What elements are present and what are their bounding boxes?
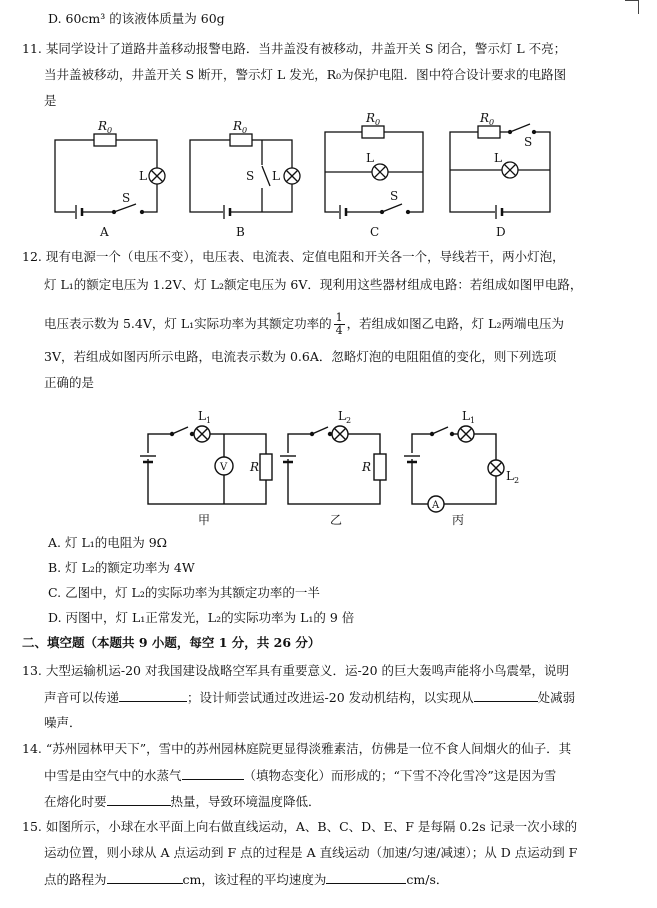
answer-blank[interactable] — [474, 688, 538, 702]
q12-option-a: A. 灯 L₁的电阻为 9Ω — [48, 535, 168, 550]
voltmeter-label: V — [220, 462, 228, 473]
q13-line-1: 13. 大型运输机运-20 对我国建设战略空军具有重要意义．运-20 的巨大轰鸣声能将小鸟震晕，说明 — [22, 663, 570, 678]
svg-text:L: L — [494, 151, 502, 165]
fraction: $\frac{1}{4}$ — [335, 311, 343, 337]
q11-line-2: 当井盖被移动，井盖开关 S 断开，警示灯 L 发光，R₀为保护电阻．图中符合设计要求的电路图 — [44, 67, 567, 82]
circuit-d — [450, 124, 550, 219]
q11-circuit-figure — [40, 110, 580, 240]
svg-text:S: S — [390, 189, 399, 203]
q11-line-1: 11. 某同学设计了道路井盖移动报警电路．当井盖没有被移动，井盖开关 S 闭合，警示灯 L 不亮； — [22, 41, 567, 56]
circuit-a — [55, 134, 165, 219]
caption-a: A — [100, 225, 109, 239]
q14-line-2: 中雪是由空气中的水蒸气 （填物态变化）而形成的；“下雪不冷化雪冷”这是因为雪 — [44, 768, 557, 783]
q12-line-5: 正确的是 — [44, 375, 95, 390]
page-corner-mark — [638, 0, 639, 14]
svg-text:L2: $L_2$ — [338, 409, 352, 425]
svg-text:R: R — [362, 460, 372, 474]
prev-option-d: D. 60cm³ 的该液体质量为 60g — [48, 11, 225, 26]
ammeter-label: A — [432, 500, 440, 511]
caption-jia: 甲 — [198, 513, 211, 527]
q15-line-1: 15. 如图所示，小球在水平面上向右做直线运动，A、B、C、D、E、F 是每隔 0.2s 记录一次小球的 — [22, 819, 578, 834]
svg-text:R0: $R_0$ — [480, 111, 495, 127]
q12-line-3: 电压表示数为 5.4V，灯 L₁实际功率为其额定功率的 $\frac{1}{4}$ ，若组成如图乙电路，灯 L₂两端电压为 — [44, 311, 564, 337]
svg-text:S: S — [246, 169, 255, 183]
lamp-label: L — [139, 169, 147, 183]
svg-text:L1: $L_1$ — [198, 409, 212, 425]
q11-line-3: 是 — [44, 93, 57, 108]
q15-line-3: 点的路程为 cm，该过程的平均速度为 cm/s． — [44, 872, 449, 887]
caption-b: B — [236, 225, 245, 239]
svg-text:L: L — [366, 151, 374, 165]
q12-option-b: B. 灯 L₂的额定功率为 4W — [48, 560, 195, 575]
answer-blank[interactable] — [326, 870, 406, 884]
q13-line-2: 声音可以传递 ；设计师尝试通过改进运-20 发动机结构，以实现从 处减弱 — [44, 690, 576, 705]
caption-yi: 乙 — [330, 513, 343, 527]
page-corner-mark — [625, 0, 639, 1]
answer-blank[interactable] — [107, 870, 183, 884]
answer-blank[interactable] — [107, 792, 171, 806]
answer-blank[interactable] — [119, 688, 187, 702]
caption-c: C — [370, 225, 380, 239]
section-2-heading: 二、填空题（本题共 9 小题，每空 1 分，共 26 分） — [22, 635, 321, 650]
svg-text:L1: $L_1$ — [462, 409, 476, 425]
svg-text:R0: $R_0$ — [233, 119, 248, 135]
resistor-label: R — [250, 460, 260, 474]
q12-option-d: D. 丙图中，灯 L₁正常发光，L₂的实际功率为 L₁的 9 倍 — [48, 610, 355, 625]
caption-d: D — [496, 225, 506, 239]
q12-line-2: 灯 L₁的额定电压为 1.2V、灯 L₂额定电压为 6V．现利用这些器材组成电路：若组成如图甲电路， — [44, 277, 583, 292]
svg-text:R0: $R_0$ — [366, 111, 381, 127]
svg-text:L: L — [272, 169, 280, 183]
circuit-c — [325, 126, 423, 219]
svg-text:L2: $L_2$ — [506, 469, 520, 485]
circuit-bing — [404, 426, 504, 512]
q12-line-1: 12. 现有电源一个（电压不变），电压表、电流表、定值电阻和开关各一个，导线若干，两小灯泡， — [22, 249, 565, 264]
q12-option-c: C. 乙图中，灯 L₂的实际功率为其额定功率的一半 — [48, 585, 320, 600]
q14-line-1: 14. “苏州园林甲天下”，雪中的苏州园林庭院更显得淡雅素洁，仿佛是一位不食人间烟火的仙子．其 — [22, 741, 572, 756]
q13-line-3: 噪声． — [44, 715, 82, 730]
circuit-b — [190, 134, 300, 219]
svg-text:R0: $R_0$ — [98, 119, 113, 135]
switch-label: S — [122, 191, 131, 205]
caption-bing: 丙 — [452, 513, 465, 527]
answer-blank[interactable] — [182, 766, 244, 780]
q14-line-3: 在熔化时要 热量，导致环境温度降低． — [44, 794, 321, 809]
r0-label: R — [98, 119, 108, 133]
q12-circuit-figure — [140, 404, 540, 529]
q12-line-4: 3V，若组成如图丙所示电路，电流表示数为 0.6A．忽略灯泡的电阻阻值的变化，则下列选项 — [44, 349, 557, 364]
q15-line-2: 运动位置，则小球从 A 点运动到 F 点的过程是 A 直线运动（加速/匀速/减速）；从 D 点运动到 F — [44, 845, 578, 860]
svg-text:S: S — [524, 135, 533, 149]
